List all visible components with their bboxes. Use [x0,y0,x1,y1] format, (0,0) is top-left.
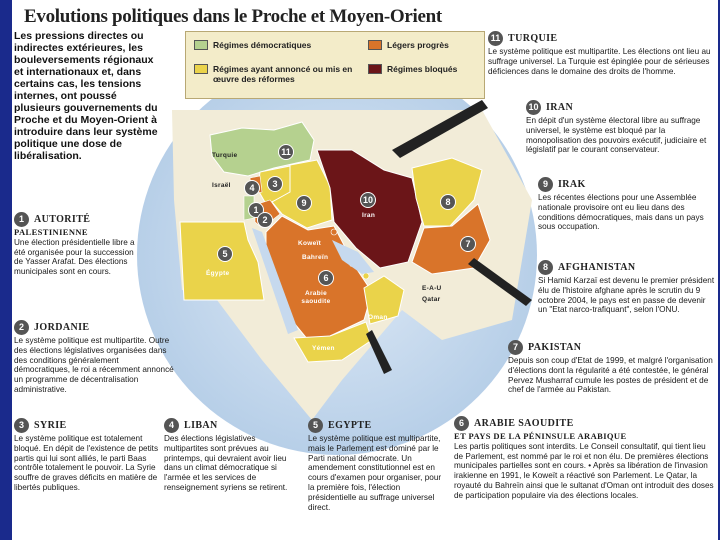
block-text: Les récentes élections pour une Assemblée nationale provisoire ont eu lieu dans des conditions démocratiques, mais dans un pays sous occupation. [538,193,704,232]
number-badge: 3 [14,418,29,433]
number-badge: 2 [14,320,29,335]
block-turquie [488,31,716,76]
legend-item-democratic [194,40,311,50]
map-badge-3: 3 [267,176,283,192]
number-badge: 4 [164,418,179,433]
map-badge-2: 2 [257,212,273,228]
block-title: ARABIE SAOUDITE [474,417,574,429]
map-badge-7: 7 [460,236,476,252]
block-title: SYRIE [34,419,67,431]
block-text: Une élection présidentielle libre a été organisée pour la succession de Yasser Arafat. Des élections municipales sont en cours. [14,237,135,277]
block-title: IRAK [558,178,586,190]
map-label-bahrein: Bahreïn [302,254,329,261]
block-text: Depuis son coup d'Etat de 1999, et malgré l'organisation d'élections dont la régularité a été contestée, le général Pervez Musharraf cumule les postes de président et de chef de l'armée au Pakistan. [508,356,713,395]
number-badge: 6 [454,416,469,431]
number-badge: 10 [526,100,541,115]
block-title: AUTORITÉ [34,213,91,225]
number-badge: 11 [488,31,503,46]
legend-swatch [194,40,208,50]
map-badge-11: 11 [278,144,294,160]
number-badge: 7 [508,340,523,355]
map-label-israel: Israël [212,182,231,189]
map-label-eau: E-A-U [422,285,442,292]
block-title: AFGHANISTAN [558,261,636,273]
map-label-egypte: Égypte [206,270,230,277]
block-jordanie [14,320,174,395]
block-iran [526,100,716,155]
legend-swatch [368,64,382,74]
block-autorite [14,212,144,277]
number-badge: 1 [14,212,29,227]
legend [185,31,485,99]
map-badge-8: 8 [440,194,456,210]
block-text: En dépit d'un système électoral libre au suffrage universel, le système est bloqué par la monopolisation des pouvoirs exécutif, judiciaire et législatif par le courant conservateur. [526,116,707,155]
legend-label: Régimes ayant annoncé ou mis en œuvre des réformes [213,64,353,84]
map-label-yemen: Yémen [312,345,335,352]
block-text: Si Hamid Karzaï est devenu le premier président élu de l'histoire afghane après le scrutin du 9 octobre 2004, le pays est en passe de devenir un "Etat narco-trafiquant", selon l'ONU. [538,276,715,315]
block-title: LIBAN [184,419,218,431]
block-arabie [454,416,716,501]
map-label-koweit: Koweït [298,240,322,247]
legend-swatch [368,40,382,50]
map-badge-10: 10 [360,192,376,208]
block-text: Des élections législatives multipartites sont prévues au printemps, qui devraient avoir lieu dans un climat démocratique si l'armée et les services de renseignement syriens se retirent. [164,434,288,492]
legend-label: Régimes bloqués [387,64,458,74]
number-badge: 8 [538,260,553,275]
block-text: Le système politique est multipartite, mais le Parlement est dominé par le Parti national démocrate. Un amendement constitutionnel est en cours d'examen pour organiser, pour la première fois, l'élection présidentielle au suffrage universel direct. [308,434,442,512]
legend-label: Régimes démocratiques [213,40,312,50]
intro-text: Les pressions directes ou indirectes extérieures, les bouleversements régionaux et internationaux et, dans certains cas, les tensions internes, ont poussé plusieurs gouvernements du Proche et du Moyen-Orient à introduire dans leur système politique une dose de libéralisation. [14,30,158,162]
region-eau [363,273,369,279]
legend-label: Légers progrès [387,40,449,50]
map-label-qatar: Qatar [422,296,441,303]
block-subtitle: ET PAYS DE LA PÉNINSULE ARABIQUE [454,431,627,441]
slide [12,0,718,540]
block-irak [538,177,708,232]
map-badge-6: 6 [318,270,334,286]
block-liban [164,418,296,493]
map-badge-9: 9 [296,195,312,211]
block-title: JORDANIE [34,321,90,333]
block-text: Les partis politiques sont interdits. Le Conseil consultatif, qui tient lieu de Parlement, est nommé par le roi et non élu. De premières élections municipales partielles sont en cours. • Après sa libération de l'invasion irakienne en 1991, le Koweït a réactivé son Parlement. Le Qatar, la royauté du Bahreïn ainsi que le sultanat d'Oman ont introduit des doses de participation populaire via des élections locales. [454,441,714,500]
block-subtitle: PALESTINIENNE [14,227,89,237]
map-label-iran: Iran [362,212,376,219]
map-label-arabie: Arabie saoudite [301,290,331,305]
legend-item-reforms [194,64,362,84]
block-egypte [308,418,448,512]
block-text: Le système politique est multipartite. Les élections ont lieu au suffrage universel. La Turquie est épinglée pour de sérieuses déficiences dans le domaine des droits de l'homme. [488,47,711,76]
map-badge-4: 4 [244,180,260,196]
block-text: Le système politique est multipartite. Outre des élections législatives organisées dans des conditions généralement démocratiques, le roi a récemment annoncé un programme de décentralisation administrative. [14,336,174,394]
block-title: IRAN [546,101,574,113]
block-title: TURQUIE [508,32,558,44]
block-text: Le système politique est totalement bloqué. En dépit de l'existence de petits partis qui lui sont alliés, le parti Baas contrôle totalement le pouvoir. La Syrie souffre de graves déficits en matière de libertés publiques. [14,434,159,492]
block-afghanistan [538,260,716,315]
legend-item-progress [368,40,449,50]
map-label-turquie: Turquie [212,152,238,159]
legend-item-blocked [368,64,457,74]
block-title: PAKISTAN [528,341,582,353]
block-pakistan [508,340,716,395]
block-title: EGYPTE [328,419,372,431]
number-badge: 5 [308,418,323,433]
number-badge: 9 [538,177,553,192]
page-title: Evolutions politiques dans le Proche et Moyen-Orient [24,6,442,27]
map-badge-5: 5 [217,246,233,262]
region-koweit [331,229,337,235]
map-badge-1: 1 [248,202,264,218]
map-label-oman: Oman [368,314,388,321]
block-syrie [14,418,162,493]
legend-swatch [194,64,208,74]
